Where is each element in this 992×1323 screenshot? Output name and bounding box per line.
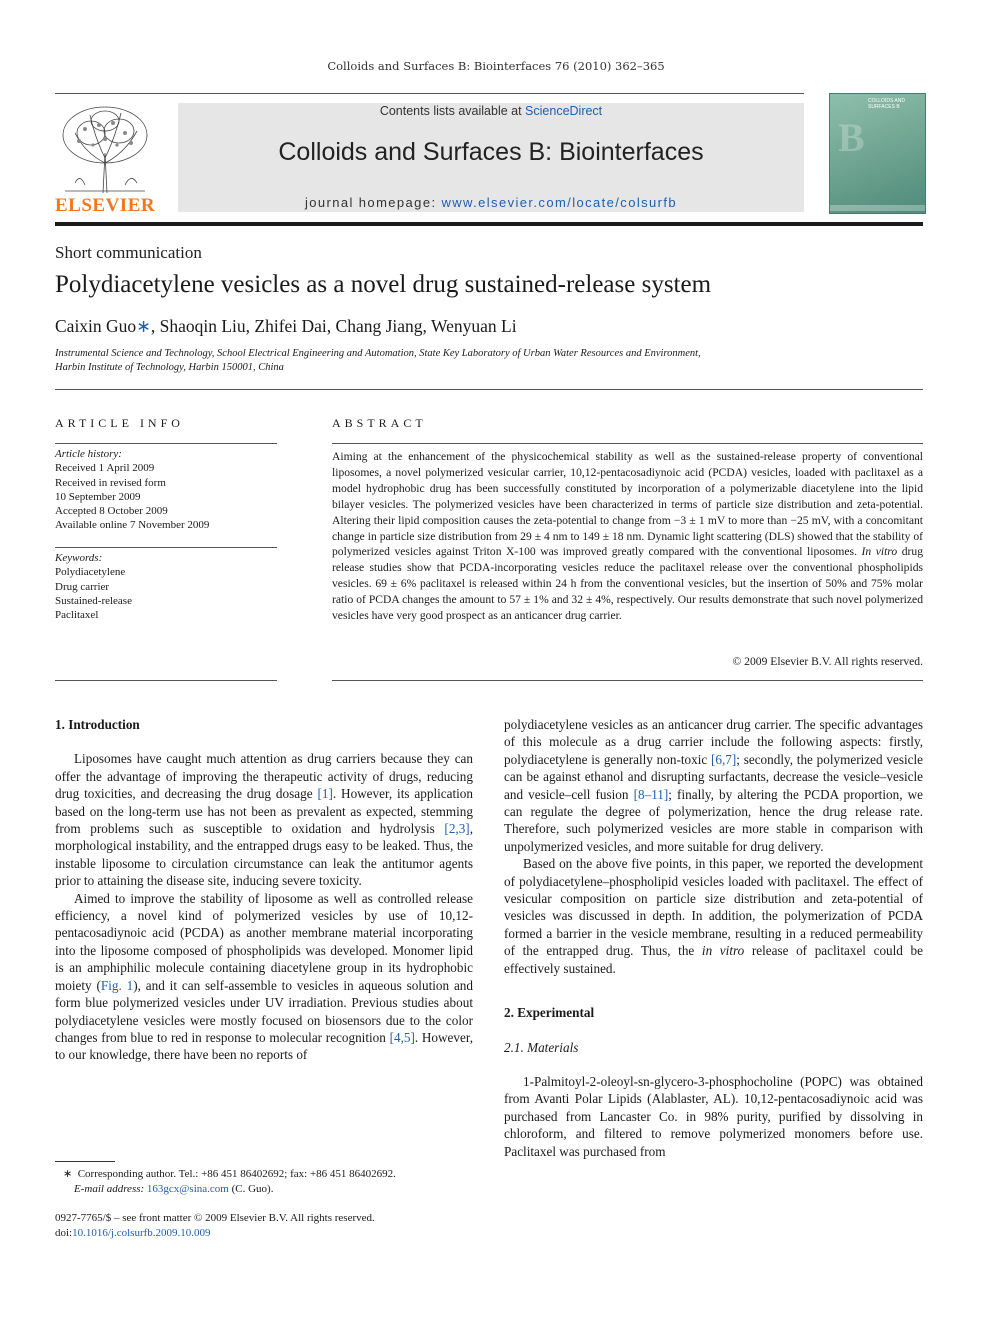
abstract-italic: In vitro <box>861 545 898 559</box>
history-item: 10 September 2009 <box>55 490 141 503</box>
subsection-heading-materials: 2.1. Materials <box>504 1039 579 1055</box>
paragraph: polydiacetylene vesicles as an anticancer drug carrier. The specific advantages of this molecule as a drug carrier include the following aspects: firstly, polydiacetylene is generally non-toxic [6,7]; secondly, the polymerized vesicle can be against ethanol and disrupting surfactants, decrease the vesicle–vesicle and vesicle–cell fusion [8–11]; finally, by altering the PCDA proportion, we can regulate the degree of polymerization, hence the drug release rate. Therefore, such polymerized vesicles are more stable in comparison with unpolymerized vesicles, and more suitable for drug delivery. <box>504 717 923 854</box>
cover-letter-icon: B <box>838 115 865 160</box>
elsevier-wordmark: ELSEVIER <box>55 195 156 216</box>
doi-link[interactable]: 10.1016/j.colsurfb.2009.10.009 <box>72 1226 211 1239</box>
abstract-part: drug release studies show that PCDA-incorporating vesicles reduce the paclitaxel release over the conventional phospholipids vesicles. 69 ± 6% paclitaxel is released within 24 h from the conventional vesicles, but the insertion of 50% and 75% molar ratio of PCDA changes the amount to 57 ± 1% and 32 ± 4%, respectively. Our results demonstrate that such novel polymerized vesicles have very good prospect as an anticancer drug carrier. <box>332 545 923 623</box>
sciencedirect-link[interactable]: ScienceDirect <box>525 104 603 118</box>
keyword: Polydiacetylene <box>55 566 126 579</box>
article-history <box>55 447 277 533</box>
author-list <box>55 316 517 337</box>
corresponding-author-mark[interactable]: ∗ <box>136 316 151 336</box>
abstract-bottom-rule <box>332 680 923 681</box>
figure-link[interactable]: Fig. 1 <box>100 977 134 993</box>
history-label: Article history: <box>55 448 122 460</box>
journal-homepage <box>178 195 804 210</box>
keywords-rule <box>55 547 277 548</box>
reference-link[interactable]: [6,7] <box>710 751 737 767</box>
footnote-rule <box>55 1161 115 1162</box>
affiliation-line-1: Instrumental Science and Technology, School Electrical Engineering and Automation, State Key Laboratory of Urban Water Resources and Environment, <box>55 348 701 359</box>
body-right-column <box>504 716 923 1160</box>
article-info-bottom-rule <box>55 680 277 681</box>
history-item: Received in revised form <box>55 476 166 489</box>
author-first: Caixin Guo <box>55 316 137 336</box>
paragraph: Aimed to improve the stability of liposome as well as controlled release efficiency, a novel kind of polymerized vesicles by use of 10,12-pentacosadiynoic acid (PCDA) as another membrane material incorporating into the liposome composed of phospholipids was developed. Monomer lipid is an amphiphilic molecule containing diacetylene group in its hydrophobic moiety (Fig. 1), and it can self-assemble to vesicles in aqueous solution and form blue polymerized vesicles under UV irradiation. Previous studies about polydiacetylene vesicles were mostly focused on biosensors due to the color changes from blue to red in response to molecular recognition [4,5]. However, to our knowledge, there have been no reports of <box>55 890 473 1063</box>
section-heading-introduction: 1. Introduction <box>55 717 140 732</box>
homepage-link[interactable]: www.elsevier.com/locate/colsurfb <box>441 195 678 210</box>
history-item: Available online 7 November 2009 <box>55 519 210 532</box>
contents-prefix: Contents lists available at <box>379 104 526 118</box>
reference-link[interactable]: [8–11] <box>633 786 669 802</box>
paragraph: Based on the above five points, in this paper, we reported the development of polydiacetylene–phospholipid vesicles loaded with paclitaxel. The effect of vesicular composition on particle size distribution and zeta-potential of vesicles was discussed in depth. In addition, the polymerization of PCDA formed a barrier in the vesicle membrane, resulting in a reduced permeability of the entrapped drug. Thus, the in vitro release of paclitaxel could be effectively sustained. <box>504 856 923 976</box>
keywords <box>55 551 277 622</box>
footer-issn <box>55 1211 485 1240</box>
authors-rest: , Shaoqin Liu, Zhifei Dai, Chang Jiang, Wenyuan Li <box>150 316 517 336</box>
journal-citation: Colloids and Surfaces B: Biointerfaces 76 (2010) 362–365 <box>327 59 665 73</box>
issn-line: 0927-7765/$ – see front matter © 2009 Elsevier B.V. All rights reserved. <box>55 1212 375 1224</box>
doi-prefix: doi: <box>55 1226 73 1239</box>
affiliation-line-2: Harbin Institute of Technology, Harbin 150001, China <box>55 362 284 373</box>
title-rule <box>55 389 923 390</box>
email-link[interactable]: 163gcx@sina.com <box>146 1182 229 1195</box>
contents-line <box>178 104 804 118</box>
keywords-label: Keywords: <box>55 552 103 564</box>
article-info-heading: ARTICLE INFO <box>55 416 184 430</box>
footnote-mark: ∗ <box>63 1168 73 1180</box>
reference-link[interactable]: [2,3] <box>444 821 470 837</box>
article-type: Short communication <box>55 243 202 262</box>
history-item: Accepted 8 October 2009 <box>55 505 168 518</box>
keyword: Drug carrier <box>55 580 110 593</box>
journal-title: Colloids and Surfaces B: Biointerfaces <box>278 138 704 166</box>
paragraph: Liposomes have caught much attention as drug carriers because they can offer the advantage of improving the therapeutic activity of drugs, reducing drug toxicities, and decreasing the drug dosage [1]. However, its application based on the long-term use has not been as prevalent as expected, stemming from problems such as susceptible to oxidation and hydrolysis [2,3], morphological instability, and the entrapped drugs easy to be leaked. Thus, the instable liposome to circulation circumstance can leak the antitumor agents prior to attaining the disease site, inducing severe toxicity. <box>55 751 473 889</box>
homepage-prefix: journal homepage: <box>304 195 442 210</box>
journal-cover-image <box>829 93 926 214</box>
abstract-heading: ABSTRACT <box>332 416 427 430</box>
abstract-rule <box>332 443 923 444</box>
corresponding-contact: Corresponding author. Tel.: +86 451 86402692; fax: +86 451 86402692. <box>77 1168 396 1180</box>
footnote-corresponding <box>63 1167 483 1196</box>
cover-title: COLLOIDS AND SURFACES B <box>868 98 905 110</box>
header-rule <box>55 93 804 94</box>
body-left-column <box>55 716 473 1064</box>
cover-footer-band <box>830 205 925 211</box>
abstract-text <box>332 449 923 624</box>
keyword: Sustained-release <box>55 594 132 607</box>
paragraph: 1-Palmitoyl-2-oleoyl-sn-glycero-3-phosphocholine (POPC) was obtained from Avanti Polar Lipids (Alablaster, AL). 10,12-pentacosadiynoic acid was purchased from Lancaster Co. in 98% purity, purified by dissolving in chloroform, and filtered to remove polymerized monomers before use. Paclitaxel was purchased from <box>504 1073 923 1159</box>
keyword: Paclitaxel <box>55 609 99 622</box>
article-info-rule <box>55 443 277 444</box>
abstract-copyright: © 2009 Elsevier B.V. All rights reserved. <box>732 655 923 668</box>
abstract-part: Aiming at the enhancement of the physicochemical stability as well as the sustained-release property of conventional liposomes, a novel polymerized vesicular carrier, 10,12-pentacosadiynoic acid (PCDA) vesicles, loaded with paclitaxel as a model hydrophobic drug has been successfully constituted by incorporation of a polymerizable diacetylene into the lipid bilayer vesicles. The polymerized vesicles have been characterized in terms of particle size distribution and zeta-potential. Altering their lipid composition causes the zeta-potential to change from −3 ± 1 mV to more than −25 mV, with a concomitant change in particle size distribution from 29 ± 4 nm to 149 ± 18 nm. Dynamic light scattering (DLS) showed that the stability of polymerized vesicles against Triton X-100 was improved greatly compared with the conventional liposomes. <box>332 450 923 559</box>
reference-link[interactable]: [4,5] <box>389 1029 415 1045</box>
email-label: E-mail address: <box>74 1182 145 1195</box>
reference-link[interactable]: [1] <box>317 786 333 802</box>
article-title: Polydiacetylene vesicles as a novel drug sustained-release system <box>55 271 712 298</box>
header-thick-rule <box>55 222 923 226</box>
affiliation <box>55 347 915 375</box>
section-heading-experimental: 2. Experimental <box>504 1005 595 1021</box>
history-item: Received 1 April 2009 <box>55 462 155 475</box>
email-suffix: (C. Guo). <box>228 1182 274 1195</box>
